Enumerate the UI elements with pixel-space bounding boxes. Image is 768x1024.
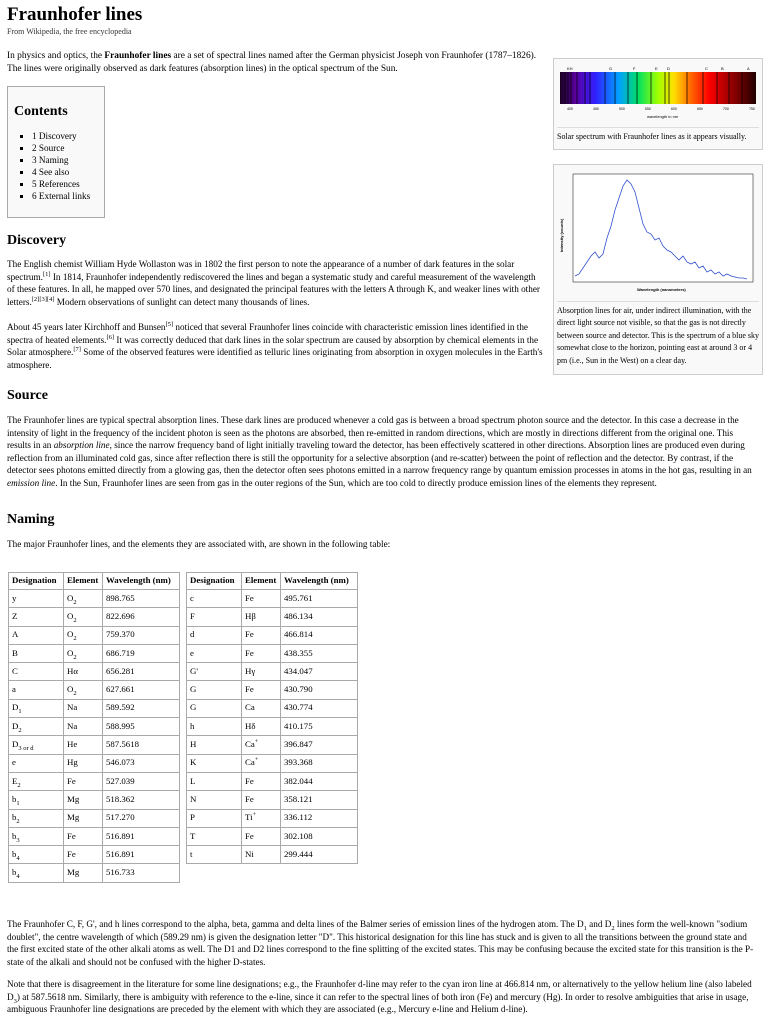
table-row — [9, 626, 180, 644]
designation-cell: K — [187, 754, 242, 772]
toc-title: Contents — [14, 104, 68, 119]
fraunhofer-table-left — [8, 572, 180, 883]
element-cell[interactable]: Fe — [64, 772, 103, 790]
wavelength-cell: 822.696 — [103, 608, 180, 626]
spectrum-line-letter: C — [705, 66, 708, 71]
spectrum-tick-label: 700 — [723, 107, 729, 111]
table-row — [9, 681, 180, 699]
spectrum-tick-label: 750 — [749, 107, 755, 111]
discovery-paragraph-2: About 45 years later Kirchhoff and Bunsen[5] noticed that several Fraunhofer lines coincide with characteristic emission lines identified in the spectra of heated elements.[6] It was correctly deduced that dark lines in the solar spectrum are caused by absorption by chemical elements in the Solar atmosphere.[7] Some of the observed features were identified as telluric lines originating from absorption in oxygen molecules in the Earth's atmosphere. — [7, 320, 543, 370]
designation-cell: $b_1$ — [9, 791, 64, 809]
element-cell[interactable]: Ca — [242, 699, 281, 717]
table-row — [187, 608, 358, 626]
wavelength-cell: 396.847 — [281, 736, 358, 754]
spectrum-tick-label: 400 — [567, 107, 573, 111]
toc-item — [32, 142, 98, 154]
table-row — [9, 809, 180, 827]
toc-item — [32, 130, 98, 142]
heading-naming: Naming — [7, 512, 55, 527]
spectrum-axis-label: wavelength in nm — [647, 114, 679, 119]
element-cell[interactable]: Fe — [242, 681, 281, 699]
table-row — [187, 791, 358, 809]
wavelength-cell: 299.444 — [281, 846, 358, 864]
toc-link[interactable]: 4 See also — [32, 166, 70, 177]
element-cell[interactable]: Hβ — [242, 608, 281, 626]
toc-item — [32, 166, 98, 178]
designation-cell: t — [187, 846, 242, 864]
wavelength-cell: 686.719 — [103, 644, 180, 662]
designation-cell: $b_4$ — [9, 864, 64, 882]
solar-spectrum-image[interactable] — [557, 62, 759, 120]
wavelength-cell: 430.774 — [281, 699, 358, 717]
designation-cell: N — [187, 791, 242, 809]
wavelength-cell: 627.661 — [103, 681, 180, 699]
spectrum-line-letter: B — [721, 66, 724, 71]
wavelength-cell: 434.047 — [281, 663, 358, 681]
wavelength-cell: 527.039 — [103, 772, 180, 790]
spectrum-line-letter: KH — [567, 66, 573, 71]
table-row — [9, 644, 180, 662]
table-row — [187, 754, 358, 772]
sky-spectrum-caption: Absorption lines for air, under indirect illumination, with the direct light source not visible, so that the gas is not directly between source and detector. This is the spectrum of a blue sky somewhat close to the horizon, pointing east at around 3 or 4 pm (i.e., Sun in the West) on a clear day. — [557, 301, 759, 368]
wavelength-cell: 336.112 — [281, 809, 358, 827]
fraunhofer-table-right — [186, 572, 358, 864]
wavelength-cell: 382.044 — [281, 772, 358, 790]
table-row — [187, 827, 358, 845]
naming-paragraph-1: The Fraunhofer C, F, G', and h lines correspond to the alpha, beta, gamma and delta lines of the Balmer series of emission lines of the hydrogen atom. The $D_1$ and $D_2$ lines form the well-known "sodium doublet", the centre wavelength of which (589.29 nm) is given the designation letter "D". This historical designation for this line has stuck and is given to all the transitions between the ground state and the first excited state of the other alkali atoms as well. The D1 and D2 lines correspond to the fine splitting of the excited states. This may be confusing because the excited state for this transition is the P-state of the alkali and should not be confused with the higher D-states. — [7, 919, 754, 967]
wavelength-cell: 518.362 — [103, 791, 180, 809]
designation-cell: B — [9, 644, 64, 662]
wavelength-cell: 587.5618 — [103, 736, 180, 754]
spectrum-tick-label: 450 — [593, 107, 599, 111]
designation-cell: H — [187, 736, 242, 754]
wavelength-cell: 546.073 — [103, 754, 180, 772]
designation-cell: $D_1$ — [9, 699, 64, 717]
table-row — [9, 864, 180, 882]
page-title: Fraunhofer lines — [7, 4, 143, 25]
element-cell[interactable]: Na — [64, 699, 103, 717]
element-cell[interactable]: Fe — [64, 827, 103, 845]
element-cell[interactable]: $O_2$ — [64, 608, 103, 626]
designation-cell: d — [187, 626, 242, 644]
designation-cell: $b_4$ — [9, 846, 64, 864]
element-cell[interactable]: $O_2$ — [64, 626, 103, 644]
designation-cell: $b_2$ — [9, 809, 64, 827]
wavelength-cell: 759.370 — [103, 626, 180, 644]
spectrum-line-letter: D — [667, 66, 670, 71]
wavelength-cell: 438.355 — [281, 644, 358, 662]
table-row — [9, 827, 180, 845]
citation-link[interactable]: [2][3][4] — [31, 295, 55, 303]
designation-cell: A — [9, 626, 64, 644]
element-cell[interactable]: Na — [64, 718, 103, 736]
table-row — [187, 772, 358, 790]
wavelength-cell: 589.592 — [103, 699, 180, 717]
page-subtitle: From Wikipedia, the free encyclopedia — [7, 27, 132, 36]
intro-paragraph: In physics and optics, the Fraunhofer lines are a set of spectral lines named after the German physicist Joseph von Fraunhofer (1787–1826). The lines were originally observed as dark features (absorption lines) in the optical spectrum of the Sun. — [7, 51, 537, 74]
element-cell[interactable]: Ti+ — [242, 809, 281, 827]
wavelength-cell: 516.733 — [103, 864, 180, 882]
designation-cell: $E_2$ — [9, 772, 64, 790]
table-row — [187, 736, 358, 754]
designation-cell: G — [187, 681, 242, 699]
spectrum-line-letter: F — [633, 66, 636, 71]
spectrum-caption: Solar spectrum with Fraunhofer lines as it appears visually. — [557, 127, 759, 144]
table-row — [9, 736, 180, 754]
citation-link[interactable]: [6] — [106, 333, 115, 341]
sky-xlabel: Wavelength (nanometers) — [637, 287, 686, 292]
element-cell[interactable]: Fe — [242, 626, 281, 644]
toc-item — [32, 190, 98, 202]
element-cell[interactable]: Mg — [64, 809, 103, 827]
table-row — [9, 791, 180, 809]
element-cell[interactable]: Fe — [64, 846, 103, 864]
designation-cell: P — [187, 809, 242, 827]
element-cell[interactable]: Fe — [242, 827, 281, 845]
element-cell[interactable]: Hg — [64, 754, 103, 772]
discovery-paragraph-1: The English chemist William Hyde Wollaston was in 1802 the first person to note the appearance of a number of dark features in the solar spectrum.[1] In 1814, Fraunhofer independently rediscovered the lines and began a systematic study and careful measurement of the wavelength of these features. In all, he mapped over 570 lines, and designated the principal features with the letters A through K, and weaker lines with other letters.[2][3][4] Modern observations of sunlight can detect many thousands of lines. — [7, 259, 540, 307]
wavelength-cell: 516.891 — [103, 846, 180, 864]
toc-item — [32, 154, 98, 166]
toc-link[interactable]: 6 External links — [32, 190, 91, 201]
table-row — [187, 699, 358, 717]
citation-link[interactable]: [1] — [42, 270, 51, 278]
designation-cell: $b_3$ — [9, 827, 64, 845]
designation-cell: $D_{3 or d}$ — [9, 736, 64, 754]
column-header: Element — [242, 573, 281, 590]
naming-paragraph-2: Note that there is disagreement in the literature for some line designations; e.g., the Fraunhofer d-line may refer to the cyan iron line at 466.814 nm, or alternatively to the yellow helium line (also labeled $D_3$) at 587.5618 nm. Similarly, there is ambiguity with reference to the e-line, since it can refer to the spectral lines of both iron (Fe) and mercury (Hg). In order to resolve ambiguities that arise in usage, ambiguous Fraunhofer line designations are preceded by the element with which they are associated (e.g., Mercury e-line and Helium d-line). — [7, 979, 752, 1015]
designation-cell: h — [187, 718, 242, 736]
wavelength-cell: 410.175 — [281, 718, 358, 736]
sky-spectrum-chart[interactable] — [557, 168, 759, 294]
designation-cell: G' — [187, 663, 242, 681]
table-row — [9, 846, 180, 864]
citation-link[interactable]: [7] — [73, 346, 81, 354]
wavelength-cell: 302.108 — [281, 827, 358, 845]
spectrum-tick-label: 650 — [697, 107, 703, 111]
sky-ylabel: Intensity (counts) — [559, 218, 564, 252]
wavelength-cell: 466.814 — [281, 626, 358, 644]
toc-link[interactable]: 3 Naming — [32, 154, 69, 165]
element-cell[interactable]: Mg — [64, 791, 103, 809]
table-row — [187, 663, 358, 681]
table-row — [187, 626, 358, 644]
toc-link[interactable]: 2 Source — [32, 142, 65, 153]
element-cell[interactable]: $O_2$ — [64, 590, 103, 608]
table-row — [187, 590, 358, 608]
element-cell[interactable]: Hα — [64, 663, 103, 681]
wavelength-cell: 486.134 — [281, 608, 358, 626]
table-row — [9, 718, 180, 736]
spectrum-line-letter: G — [609, 66, 613, 71]
wavelength-cell: 495.761 — [281, 590, 358, 608]
spectrum-tick-label: 600 — [671, 107, 677, 111]
column-header: Element — [64, 573, 103, 590]
designation-cell: L — [187, 772, 242, 790]
toc-link[interactable]: 5 References — [32, 178, 80, 189]
column-header: Designation — [187, 573, 242, 590]
wavelength-cell: 430.790 — [281, 681, 358, 699]
toc-item — [32, 178, 98, 190]
element-cell[interactable]: Fe — [242, 644, 281, 662]
wavelength-cell: 588.995 — [103, 718, 180, 736]
naming-intro: The major Fraunhofer lines, and the elements they are associated with, are shown in the following table: — [7, 539, 391, 549]
toc-link[interactable]: 1 Discovery — [32, 130, 77, 141]
table-row — [9, 590, 180, 608]
element-cell[interactable]: Ca+ — [242, 754, 281, 772]
citation-link[interactable]: [5] — [165, 320, 174, 328]
source-paragraph: The Fraunhofer lines are typical spectral absorption lines. These dark lines are produced whenever a cold gas is between a broad spectrum photon source and the detector. In this case a decrease in the intensity of light in the frequency of the incident photon is seen as the photons are absorbed, then re-emitted in random directions, which are mostly in directions different from the original one. This results in an absorption line, since the narrow frequency band of light initially traveling toward the detector, has been effectively scattered in other directions. Absorption lines are produced even during reflection from an illuminated cold gas, since after reflection there is still the opportunity for a selective absorption (and re-scatter) between the point of reflection and the detector. By contrast, if the detector sees photons emitted directly from a glowing gas, then the detector often sees photons emitted in a narrow frequency range by quantum emission processes in atoms in the hot gas, resulting in an emission line. In the Sun, Fraunhofer lines are seen from gas in the outer regions of the Sun, which are too cold to directly produce emission lines of the elements they represent. — [7, 415, 752, 488]
wavelength-cell: 517.270 — [103, 809, 180, 827]
element-cell[interactable]: Fe — [242, 590, 281, 608]
table-row — [187, 846, 358, 864]
spectrum-tick-label: 550 — [645, 107, 651, 111]
wavelength-cell: 516.891 — [103, 827, 180, 845]
designation-cell: F — [187, 608, 242, 626]
table-row — [187, 681, 358, 699]
wavelength-cell: 393.368 — [281, 754, 358, 772]
designation-cell: e — [9, 754, 64, 772]
column-header: Designation — [9, 573, 64, 590]
toc-list — [14, 130, 98, 202]
spectrum-tick-label: 500 — [619, 107, 625, 111]
table-row — [187, 644, 358, 662]
table-row — [187, 718, 358, 736]
wavelength-cell: 898.765 — [103, 590, 180, 608]
designation-cell: Z — [9, 608, 64, 626]
element-cell[interactable]: Mg — [64, 864, 103, 882]
element-cell[interactable]: $O_2$ — [64, 644, 103, 662]
designation-cell: y — [9, 590, 64, 608]
wavelength-cell: 656.281 — [103, 663, 180, 681]
designation-cell: G — [187, 699, 242, 717]
spectrum-line-letter: E — [655, 66, 658, 71]
element-cell[interactable]: Ca+ — [242, 736, 281, 754]
table-row — [9, 663, 180, 681]
wavelength-cell: 358.121 — [281, 791, 358, 809]
element-cell[interactable]: Ni — [242, 846, 281, 864]
element-cell[interactable]: Hγ — [242, 663, 281, 681]
designation-cell: T — [187, 827, 242, 845]
column-header: Wavelength (nm) — [281, 573, 358, 590]
designation-cell: a — [9, 681, 64, 699]
column-header: Wavelength (nm) — [103, 573, 180, 590]
element-cell[interactable]: Fe — [242, 791, 281, 809]
heading-source: Source — [7, 388, 48, 403]
spectrum-figure — [553, 58, 763, 150]
element-cell[interactable]: He — [64, 736, 103, 754]
table-row — [9, 754, 180, 772]
designation-cell: $D_2$ — [9, 718, 64, 736]
designation-cell: c — [187, 590, 242, 608]
designation-cell: C — [9, 663, 64, 681]
table-of-contents — [7, 86, 105, 218]
table-row — [187, 809, 358, 827]
designation-cell: e — [187, 644, 242, 662]
heading-discovery: Discovery — [7, 233, 67, 248]
element-cell[interactable]: Fe — [242, 772, 281, 790]
spectrum-line-letter: A — [747, 66, 750, 71]
element-cell[interactable]: Hδ — [242, 718, 281, 736]
intro-term: Fraunhofer lines — [104, 51, 172, 61]
table-row — [9, 772, 180, 790]
sky-spectrum-figure — [553, 164, 763, 375]
table-row — [9, 608, 180, 626]
element-cell[interactable]: $O_2$ — [64, 681, 103, 699]
table-row — [9, 699, 180, 717]
